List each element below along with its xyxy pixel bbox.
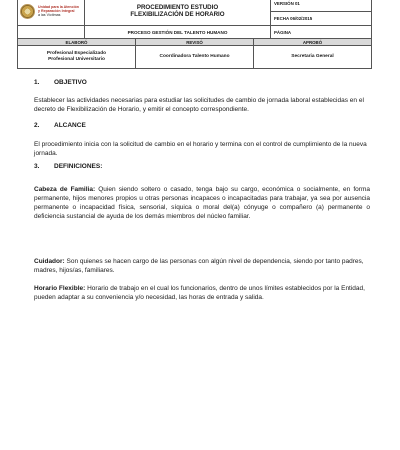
- section-number: 1.: [34, 79, 40, 86]
- process-name: PROCESO GESTIÓN DEL TALENTO HUMANO: [85, 26, 271, 40]
- elaboro-names: [18, 46, 136, 69]
- section-title: ALCANCE: [54, 122, 86, 129]
- logo-line-1: Unidad para la Atención: [38, 4, 80, 9]
- logo-cell: [18, 0, 85, 26]
- title-line-2: FLEXIBILIZACIÓN DE HORARIO: [130, 11, 225, 18]
- definition-cabeza-familia: [34, 185, 370, 221]
- section-number: 3.: [34, 163, 40, 170]
- definition-text: Horario de trabajo en el cual los funcionarios, dentro de unos límites establecidos por la Entidad, pueden adaptar a su conveniencia y/o necesidad, las horas de entrada y salida.: [34, 285, 365, 301]
- definition-text: Quien siendo soltero o casado, tenga bajo su cargo, económica o socialmente, en forma permanente, hijos menores propios u otras personas incapaces o incapacitadas para trabajar, ya sea por ausencia permanente o incapacidad física, sensorial, síquica o moral del(a) cónyuge o compañero (a) permanente o deficiencia sustancial de ayuda de los demás miembros del núcleo familiar.: [34, 186, 370, 220]
- title-line-1: PROCEDIMIENTO ESTUDIO: [136, 4, 219, 11]
- definition-text: Son quienes se hacen cargo de las personas con algún nivel de dependencia, siendo por tanto padres, madres, hijos/as, familiares.: [34, 258, 364, 274]
- aprobo-name: Secretaria General: [254, 46, 372, 69]
- elaboro-line-2: Profesional Universitario: [48, 57, 105, 62]
- objetivo-paragraph: Establecer las actividades necesarias para estudiar las solicitudes de cambio de jornada laboral establecidas en el decreto de Flexibilización de Horario, y emitir el concepto correspondiente.: [34, 97, 364, 113]
- definition-term: Cuidador:: [34, 258, 65, 265]
- section-title: DEFINICIONES:: [54, 163, 103, 170]
- logo-line-3: a las Víctimas: [38, 13, 61, 18]
- colombia-seal-icon: [20, 4, 35, 19]
- definition-cuidador: [34, 257, 370, 275]
- logo-line-2: y Reparación Integral: [38, 8, 75, 13]
- alcance-paragraph: El procedimiento inicia con la solicitud de cambio en el horario y termina con el control de cumplimiento de la nueva jornada.: [34, 141, 367, 157]
- definition-term: Cabeza de Familia:: [34, 186, 96, 193]
- section-definiciones-heading: [34, 162, 102, 171]
- document-header: [17, 0, 372, 40]
- elaboro-header: ELABORÓ: [18, 39, 136, 46]
- page-cell: PÁGINA: [271, 26, 372, 40]
- section-objetivo-heading: [34, 78, 87, 87]
- reviso-name: Coordinadora Talento Humano: [136, 46, 254, 69]
- section-number: 2.: [34, 122, 40, 129]
- signature-table: [17, 38, 372, 69]
- section-alcance-heading: [34, 121, 86, 130]
- date-cell: FECHA 06/02/2015: [271, 11, 372, 26]
- document-title: [85, 0, 271, 26]
- elaboro-line-1: Profesional Especializado: [46, 50, 107, 56]
- definition-term: Horario Flexible:: [34, 285, 86, 292]
- section-title: OBJETIVO: [54, 79, 87, 86]
- unidad-victimas-logo: [18, 4, 84, 19]
- aprobo-header: APROBÓ: [254, 39, 372, 46]
- reviso-header: REVISÓ: [136, 39, 254, 46]
- definition-horario-flexible: [34, 284, 370, 302]
- version-cell: VERSIÓN 01: [271, 0, 372, 11]
